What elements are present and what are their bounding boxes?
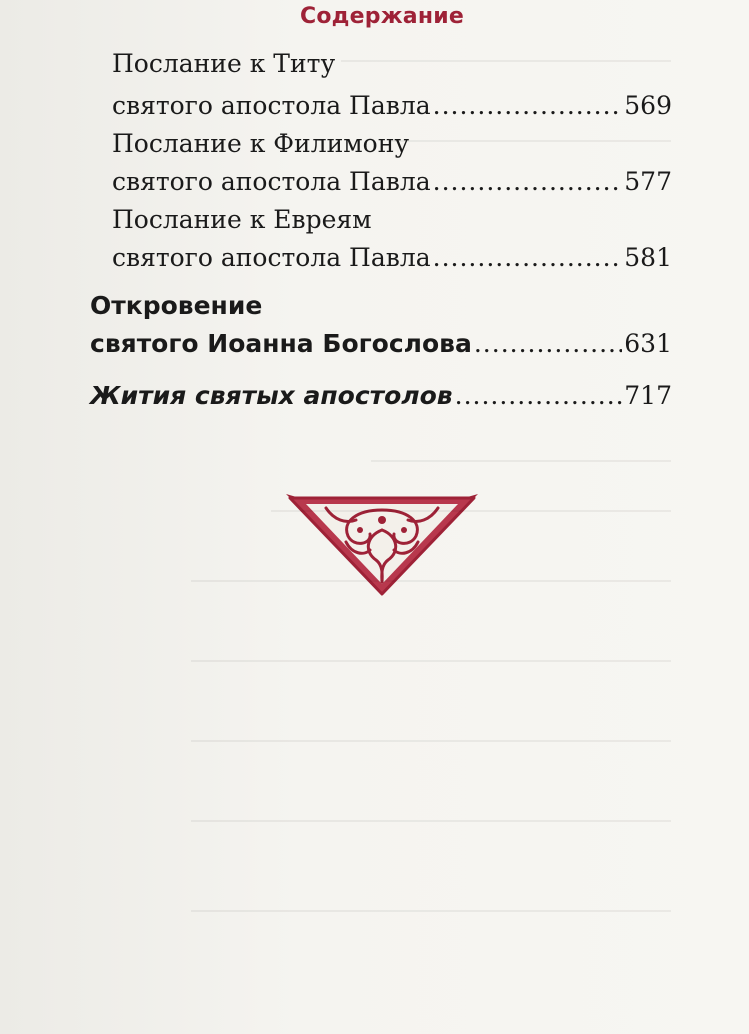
toc-page-number: 569	[624, 91, 672, 120]
toc-entry-title-line: Послание к Евреям	[112, 205, 372, 234]
dot-leader	[433, 166, 623, 198]
toc-page-number: 717	[624, 381, 672, 410]
toc-page-number: 577	[624, 167, 672, 196]
page-header-title: Содержание	[300, 4, 464, 29]
toc-entry-subtitle: святого апостола Павла	[112, 167, 431, 196]
toc-entry-title: Жития святых апостолов	[90, 381, 453, 410]
toc-entry-row[interactable]	[112, 166, 672, 198]
toc-entry-row[interactable]	[90, 380, 672, 412]
toc-entry-title-line: Послание к Филимону	[112, 129, 410, 158]
toc-entry-subtitle: святого Иоанна Богослова	[90, 329, 472, 358]
toc-entry-row[interactable]	[112, 242, 672, 274]
toc-entry-subtitle: святого апостола Павла	[112, 243, 431, 272]
toc-entry-row[interactable]	[112, 90, 672, 122]
dot-leader	[433, 242, 623, 274]
toc-entry-subtitle: святого апостола Павла	[112, 91, 431, 120]
toc-entry-title-line: Откровение	[90, 291, 263, 320]
toc-page-number: 581	[624, 243, 672, 272]
toc-page-number: 631	[624, 329, 672, 358]
toc-entry-title-line: Послание к Титу	[112, 49, 336, 78]
dot-leader	[433, 90, 623, 122]
toc-entry-row[interactable]	[90, 328, 672, 360]
dot-leader	[455, 380, 623, 412]
dot-leader	[474, 328, 622, 360]
